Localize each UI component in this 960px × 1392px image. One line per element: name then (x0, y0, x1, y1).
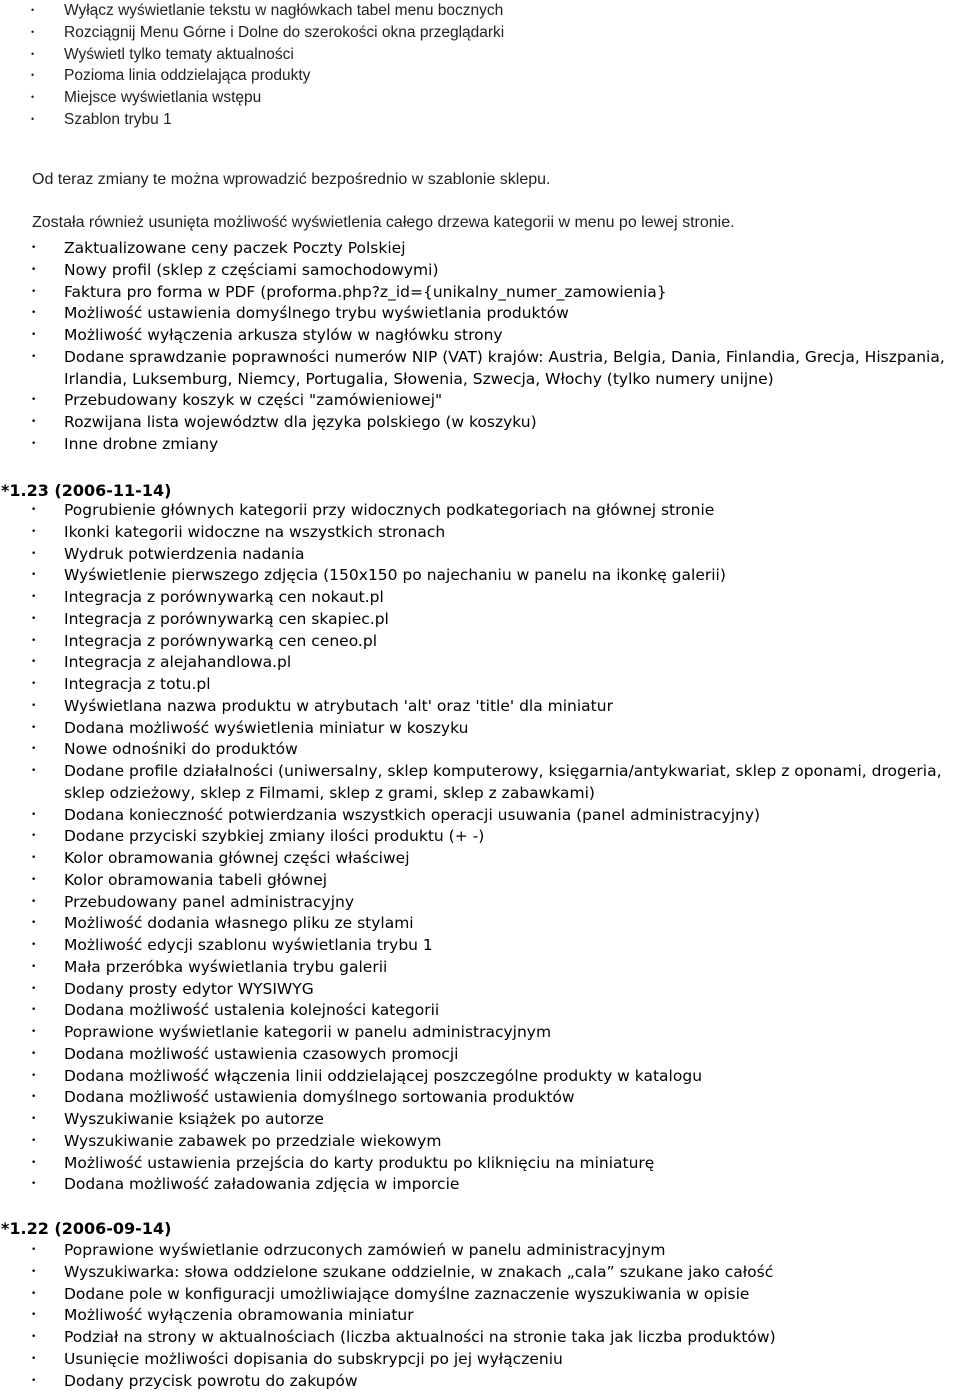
bullet-icon: • (31, 264, 37, 275)
list-item: • Dodana możliwość włączenia linii oddzielającej poszczególne produkty w katalogu (0, 1066, 960, 1088)
list-item: • Rozciągnij Menu Górne i Dolne do szerokości okna przeglądarki (0, 22, 504, 44)
list-item: • Poprawione wyświetlanie odrzuconych zamówień w panelu administracyjnym (0, 1240, 776, 1262)
version-heading-1-22: *1.22 (2006-09-14) (1, 1219, 172, 1238)
bullet-icon: • (31, 526, 37, 537)
bullet-icon: • (31, 417, 37, 427)
list-item: • Pozioma linia oddzielająca produkty (0, 65, 504, 87)
list-item: • Wyszukiwarka: słowa oddzielone szukane oddzielnie, w znakach „cala” szukane jako całość (0, 1262, 776, 1284)
list-item: • Możliwość dodania własnego pliku ze stylami (0, 913, 960, 935)
bullet-icon: • (31, 1070, 37, 1081)
list-item: • Dodana możliwość wyświetlenia miniatur w koszyku (0, 718, 960, 740)
list-item: • Dodana możliwość załadowania zdjęcia w imporcie (0, 1174, 960, 1196)
bullet-icon: • (31, 896, 37, 907)
version-heading-1-23: *1.23 (2006-11-14) (1, 481, 172, 500)
list-item: • Szablon trybu 1 (0, 109, 504, 131)
bullet-icon: • (31, 657, 37, 668)
list-item: • Przebudowany koszyk w części "zamówieniowej" (0, 390, 960, 412)
bullet-icon: • (31, 1332, 37, 1342)
list-item: • Integracja z porównywarką cen nokaut.pl (0, 587, 960, 609)
bullet-icon: • (31, 918, 37, 929)
bullet-icon: • (31, 548, 37, 559)
intro-list (0, 0, 504, 131)
bullet-icon: • (31, 286, 37, 297)
list-item: • Integracja z porównywarką cen ceneo.pl (0, 631, 960, 653)
version-1-23-list (0, 500, 960, 1196)
bullet-icon: • (31, 592, 37, 602)
list-item: • Możliwość wyłączenia arkusza stylów w nagłówku strony (0, 325, 960, 347)
bullet-icon: • (31, 874, 37, 885)
list-item: • Inne drobne zmiany (0, 434, 960, 456)
bullet-icon: • (31, 1092, 37, 1103)
bullet-icon: • (31, 70, 35, 81)
bullet-icon: • (31, 809, 37, 820)
bullet-icon: • (31, 831, 37, 842)
bullet-icon: • (31, 505, 37, 515)
bullet-icon: • (31, 635, 37, 646)
bullet-icon: • (31, 243, 37, 253)
list-item: • Wyszukiwanie książek po autorze (0, 1109, 960, 1131)
changes-list (0, 238, 960, 456)
list-item: • Wyłącz wyświetlanie tekstu w nagłówkach tabel menu bocznych (0, 0, 504, 22)
bullet-icon: • (31, 1266, 37, 1277)
list-item: • Wyświetlana nazwa produktu w atrybutach 'alt' oraz 'title' dla miniatur (0, 696, 960, 718)
list-item: • Integracja z alejahandlowa.pl (0, 652, 960, 674)
version-1-22-list (0, 1240, 776, 1392)
bullet-icon: • (31, 1048, 37, 1059)
bullet-icon: • (31, 1027, 37, 1037)
bullet-icon: • (31, 613, 37, 624)
list-item: • Miejsce wyświetlania wstępu (0, 87, 504, 109)
bullet-icon: • (31, 1310, 37, 1321)
bullet-icon: • (31, 308, 37, 319)
list-item: • Podział na strony w aktualnościach (liczba aktualności na stronie taka jak liczba produktów) (0, 1327, 776, 1349)
bullet-icon: • (31, 5, 35, 15)
bullet-icon: • (31, 48, 35, 59)
list-item: • Pogrubienie głównych kategorii przy widocznych podkategoriach na głównej stronie (0, 500, 960, 522)
list-item: • Integracja z porównywarką cen skapiec.pl (0, 609, 960, 631)
list-item: • Dodana możliwość ustawienia czasowych promocji (0, 1044, 960, 1066)
list-item: • Mała przeróbka wyświetlania trybu galerii (0, 957, 960, 979)
list-item: • Nowy profil (sklep z częściami samochodowymi) (0, 260, 960, 282)
list-item: • Możliwość ustawienia przejścia do karty produktu po kliknięciu na miniaturę (0, 1153, 960, 1175)
bullet-icon: • (31, 1114, 37, 1124)
bullet-icon: • (31, 1245, 37, 1255)
list-item: • Wyświetl tylko tematy aktualności (0, 44, 504, 66)
list-item: • Przebudowany panel administracyjny (0, 892, 960, 914)
list-item: • Dodany przycisk powrotu do zakupów (0, 1371, 776, 1392)
category-tree-note-paragraph: Została również usunięta możliwość wyświetlenia całego drzewa kategorii w menu po lewej stronie. (32, 214, 735, 231)
list-item: • Ikonki kategorii widoczne na wszystkich stronach (0, 522, 960, 544)
bullet-icon: • (31, 679, 37, 689)
bullet-icon: • (31, 1288, 37, 1299)
list-item: • Dodane profile działalności (uniwersalny, sklep komputerowy, księgarnia/antykwariat, sklep z oponami, drogeria, sklep odzieżowy, sklep z Filmami, sklep z grami, sklep z zabawkami) (31, 762, 942, 802)
bullet-icon: • (31, 983, 37, 994)
list-item: • Poprawione wyświetlanie kategorii w panelu administracyjnym (0, 1022, 960, 1044)
list-item: • Kolor obramowania głównej części właściwej (0, 848, 960, 870)
list-item: • Dodane sprawdzanie poprawności numerów NIP (VAT) krajów: Austria, Belgia, Dania, Finlandia, Grecja, Hiszpania, Irlandia, Luksemburg, Niemcy, Portugalia, Słowenia, Szwecja, Włochy (tylko numery unijne) (31, 347, 945, 388)
list-item: • Usunięcie możliwości dopisania do subskrypcji po jej wyłączeniu (0, 1349, 776, 1371)
list-item: • Wyszukiwanie zabawek po przedziale wiekowym (0, 1131, 960, 1153)
bullet-icon: • (31, 1005, 37, 1016)
bullet-icon: • (31, 1375, 37, 1386)
list-item: • Dodana możliwość ustawienia domyślnego sortowania produktów (0, 1087, 960, 1109)
list-item: • Dodana konieczność potwierdzania wszystkich operacji usuwania (panel administracyjny) (0, 805, 960, 827)
bullet-icon: • (31, 1157, 37, 1168)
list-item: • Rozwijana lista województw dla języka polskiego (w koszyku) (0, 412, 960, 434)
bullet-icon: • (31, 330, 37, 340)
list-item: • Dodana możliwość ustalenia kolejności kategorii (0, 1000, 960, 1022)
bullet-icon: • (31, 351, 37, 362)
list-item: • Możliwość edycji szablonu wyświetlania trybu 1 (0, 935, 960, 957)
bullet-icon: • (31, 570, 37, 581)
bullet-icon: • (31, 113, 35, 124)
list-item: • Wyświetlenie pierwszego zdjęcia (150x150 po najechaniu w panelu na ikonkę galerii) (0, 565, 960, 587)
bullet-icon: • (31, 1179, 37, 1190)
template-note-paragraph: Od teraz zmiany te można wprowadzić bezpośrednio w szablonie sklepu. (32, 171, 551, 188)
list-item: • Kolor obramowania tabeli głównej (0, 870, 960, 892)
bullet-icon: • (31, 92, 35, 102)
list-item: • Nowe odnośniki do produktów (0, 739, 960, 761)
list-item: • Możliwość ustawienia domyślnego trybu wyświetlania produktów (0, 303, 960, 325)
list-item: • Zaktualizowane ceny paczek Poczty Polskiej (0, 238, 960, 260)
bullet-icon: • (31, 438, 37, 449)
bullet-icon: • (31, 1353, 37, 1364)
bullet-icon: • (31, 766, 37, 776)
bullet-icon: • (31, 395, 37, 406)
list-item: • Wydruk potwierdzenia nadania (0, 544, 960, 566)
bullet-icon: • (31, 853, 37, 863)
bullet-icon: • (31, 26, 35, 37)
list-item: • Możliwość wyłączenia obramowania miniatur (0, 1305, 776, 1327)
list-item: • Faktura pro forma w PDF (proforma.php?z_id={unikalny_numer_zamowienia} (0, 282, 960, 304)
list-item: • Dodane pole w konfiguracji umożliwiające domyślne zaznaczenie wyszukiwania w opisie (0, 1284, 776, 1306)
list-item: • Dodany prosty edytor WYSIWYG (0, 979, 960, 1001)
bullet-icon: • (31, 700, 37, 711)
bullet-icon: • (31, 940, 37, 950)
list-item: • Dodane przyciski szybkiej zmiany ilości produktu (+ -) (0, 826, 960, 848)
bullet-icon: • (31, 1135, 37, 1146)
list-item: • Integracja z totu.pl (0, 674, 960, 696)
bullet-icon: • (31, 722, 37, 733)
bullet-icon: • (31, 961, 37, 972)
bullet-icon: • (31, 744, 37, 755)
